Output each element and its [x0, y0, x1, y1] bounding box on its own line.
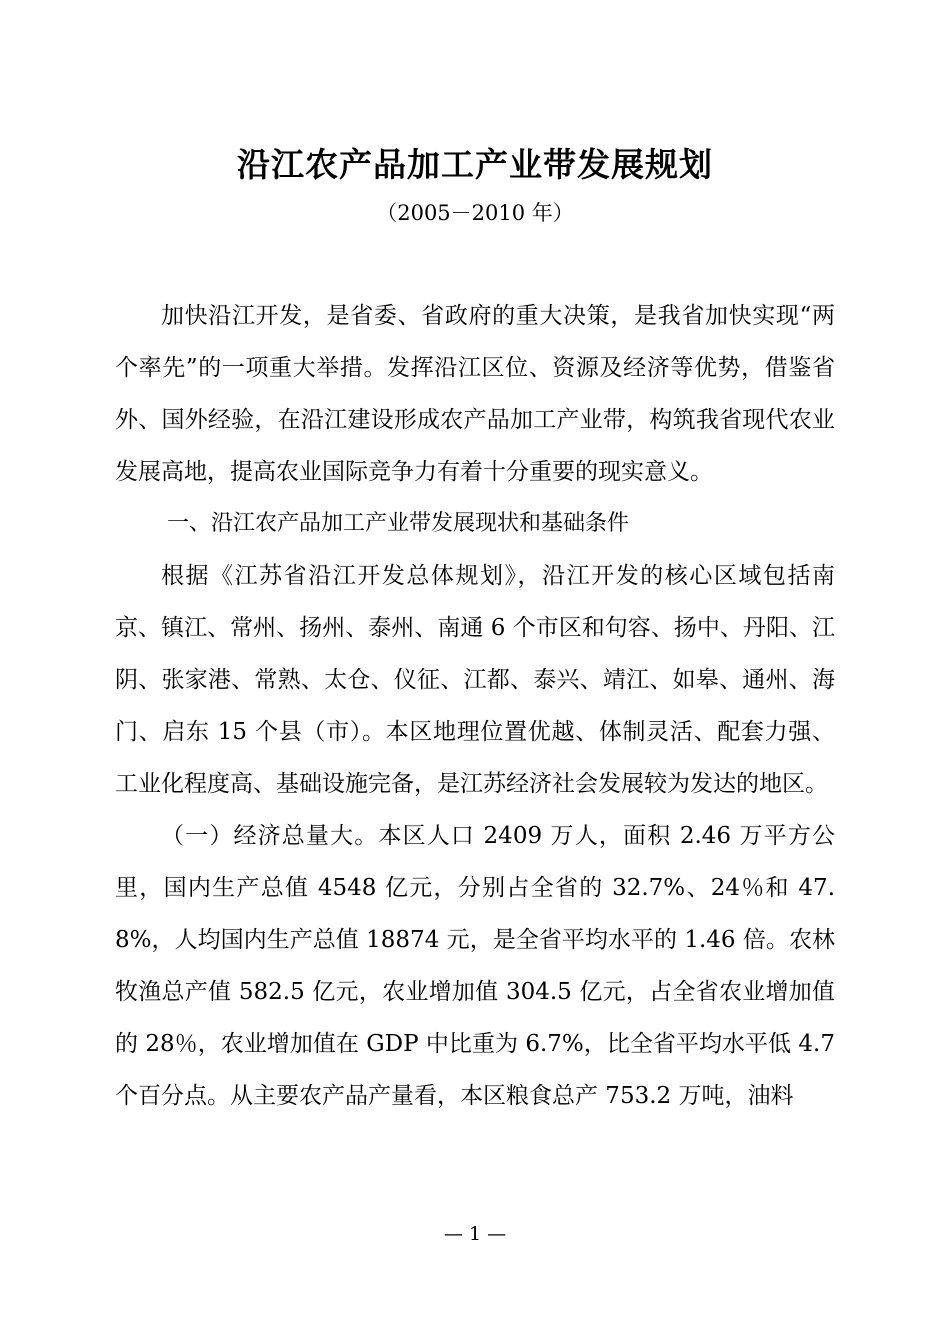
- section-paragraph: （一）经济总量大。本区人口 2409 万人，面积 2.46 万平方公里，国内生产总值 4548 亿元，分别占全省的 32.7%、24％和 47.8%，人均国内生产总值 18874 元，是全省平均水平的 1.46 倍。农林牧渔总产值 582.5 亿元，农业增加值 304.5 亿元，占全省农业增加值的 28％，农业增加值在 GDP 中比重为 6.7%，比全省平均水平低 4.7 个百分点。从主要农产品产量看，本区粮食总产 753.2 万吨，油料: [115, 823, 835, 1109]
- document-subtitle: （2005－2010 年）: [376, 201, 574, 225]
- document-title: 沿江农产品加工产业带发展规划: [237, 145, 713, 184]
- page-number: — 1 —: [443, 1223, 507, 1245]
- section-heading: 一、沿江农产品加工产业带发展现状和基础条件: [167, 511, 630, 536]
- document-body: [115, 290, 835, 1122]
- section-paragraph: 根据《江苏省沿江开发总体规划》，沿江开发的核心区域包括南京、镇江、常州、扬州、泰州、南通 6 个市区和句容、扬中、丹阳、江阴、张家港、常熟、太仓、仪征、江都、泰兴、靖江、如皋、通州、海门、启东 15 个县（市）。本区地理位置优越、体制灵活、配套力强、工业化程度高、基础设施完备，是江苏经济社会发展较为发达的地区。: [115, 563, 835, 797]
- intro-paragraph: 加快沿江开发，是省委、省政府的重大决策，是我省加快实现“两个率先”的一项重大举措。发挥沿江区位、资源及经济等优势，借鉴省外、国外经验，在沿江建设形成农产品加工产业带，构筑我省现代农业发展高地，提高农业国际竞争力有着十分重要的现实意义。: [115, 303, 835, 485]
